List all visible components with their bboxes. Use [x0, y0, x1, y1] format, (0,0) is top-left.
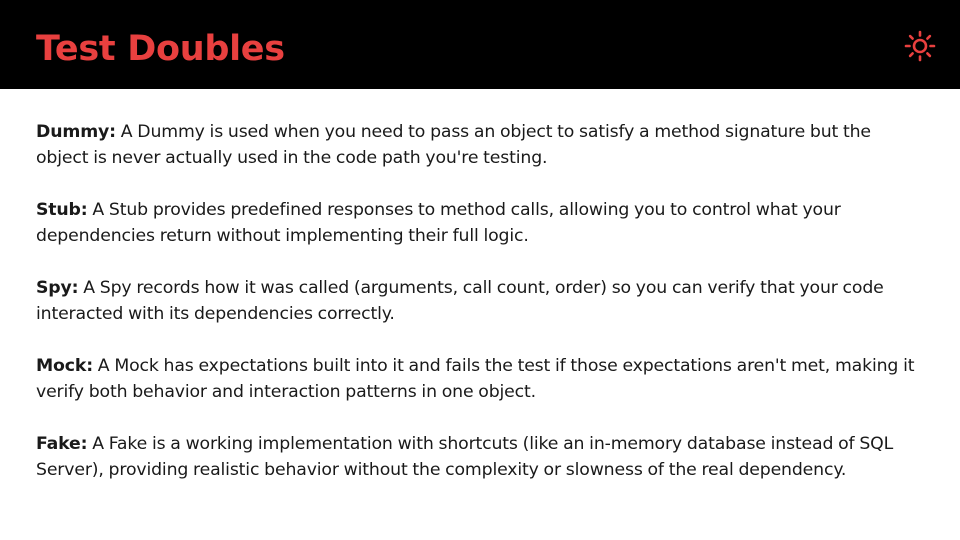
definition-mock: [36, 353, 926, 405]
definition-stub: [36, 197, 926, 249]
definitions-list: [36, 119, 926, 509]
theme-toggle-button[interactable]: [904, 30, 936, 62]
definition-text: A Dummy is used when you need to pass an object to satisfy a method signature but the object is never actually used in the code path you're testing.: [36, 122, 871, 168]
definition-text: A Spy records how it was called (arguments, call count, order) so you can verify that your code interacted with its dependencies correctly.: [36, 278, 884, 324]
term-label: Stub:: [36, 200, 88, 220]
term-label: Dummy:: [36, 122, 116, 142]
sun-icon: [904, 30, 936, 62]
term-label: Mock:: [36, 356, 93, 376]
term-label: Fake:: [36, 434, 88, 454]
definition-text: A Stub provides predefined responses to method calls, allowing you to control what your dependencies return without implementing their full logic.: [36, 200, 841, 246]
page-title: Test Doubles: [36, 29, 285, 69]
definition-text: A Fake is a working implementation with shortcuts (like an in-memory database instead of SQL Server), providing realistic behavior without the complexity or slowness of the real dependency.: [36, 434, 894, 480]
definition-dummy: [36, 119, 926, 171]
definition-fake: [36, 431, 926, 483]
definition-text: A Mock has expectations built into it and fails the test if those expectations aren't met, making it verify both behavior and interaction patterns in one object.: [36, 356, 915, 402]
definition-spy: [36, 275, 926, 327]
term-label: Spy:: [36, 278, 79, 298]
header-bar: [0, 0, 960, 89]
